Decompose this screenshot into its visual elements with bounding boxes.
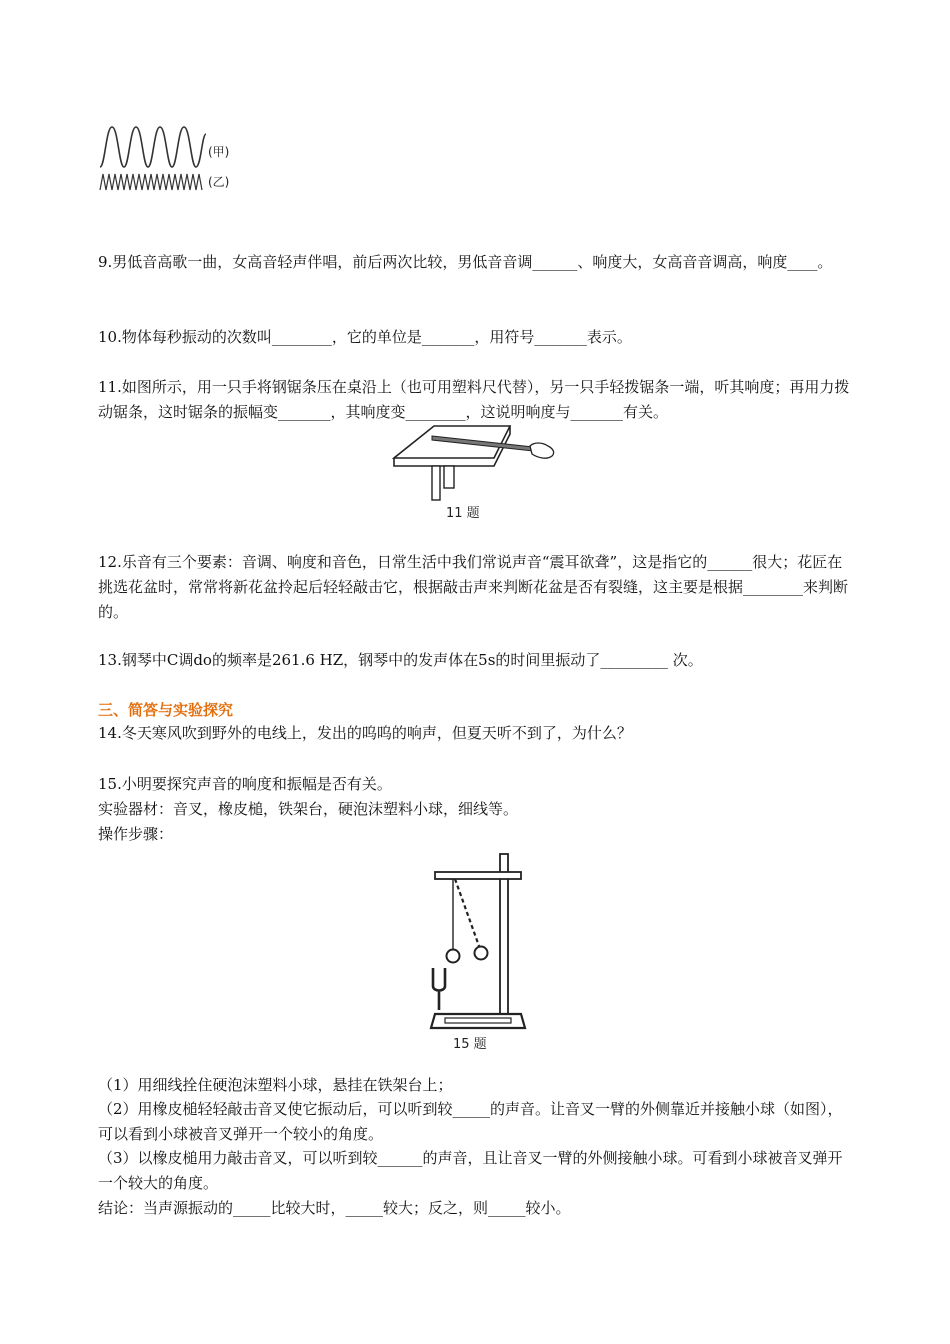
wave-label-yi: (乙) bbox=[208, 175, 230, 189]
table-leg-left bbox=[432, 466, 440, 500]
question-14: 14.冬天寒风吹到野外的电线上，发出的呜呜的响声，但夏天听不到了，为什么？ bbox=[98, 724, 632, 742]
section-3-title: 三、简答与实验探究 bbox=[98, 701, 234, 719]
table-leg-right bbox=[444, 466, 454, 488]
ball-hanging bbox=[447, 950, 460, 963]
figure-11 bbox=[392, 422, 572, 522]
stand-base-inner bbox=[445, 1018, 511, 1023]
question-15-steps-label: 操作步骤： bbox=[98, 825, 174, 843]
string-swung bbox=[455, 879, 479, 946]
question-15-materials: 实验器材：音叉，橡皮槌，铁架台，硬泡沫塑料小球，细线等。 bbox=[98, 800, 519, 818]
figure-15 bbox=[425, 850, 535, 1055]
wave-figure bbox=[98, 122, 248, 197]
stand-arm bbox=[435, 872, 521, 879]
figure-11-caption: 11 题 bbox=[446, 506, 480, 521]
step-3: （3）以橡皮槌用力敲击音叉，可以听到较______的声音，且让音叉一臂的外侧接触小球。可看到小球被音叉弹开一个较大的角度。 bbox=[98, 1149, 843, 1192]
figure-15-caption: 15 题 bbox=[453, 1037, 487, 1052]
ball-swung bbox=[475, 947, 488, 960]
tuning-fork bbox=[433, 968, 445, 1010]
wave-yi bbox=[100, 174, 202, 190]
step-2: （2）用橡皮槌轻轻敲击音叉使它振动后，可以听到较_____的声音。让音叉一臂的外侧靠近并接触小球（如图），可以看到小球被音叉弹开一个较小的角度。 bbox=[98, 1100, 843, 1143]
step-1: （1）用细线拴住硬泡沫塑料小球，悬挂在铁架台上； bbox=[98, 1076, 453, 1094]
wave-label-jia: (甲) bbox=[208, 145, 230, 159]
hand-icon bbox=[530, 443, 554, 458]
question-11: 11.如图所示，用一只手将钢锯条压在桌沿上（也可用塑料尺代替），另一只手轻拨锯条一端，听其响度；再用力拨动锯条，这时锯条的振幅变_______，其响度变________，这说明响度与_______有关。 bbox=[98, 378, 850, 421]
question-10: 10.物体每秒振动的次数叫________，它的单位是_______，用符号_______表示。 bbox=[98, 328, 632, 346]
question-12: 12.乐音有三个要素：音调、响度和音色，日常生活中我们常说声音“震耳欲聋”，这是指它的______很大；花匠在挑选花盆时，常常将新花盆拎起后轻轻敲击它，根据敲击声来判断花盆是否有裂缝，这主要是根据________来判断的。 bbox=[98, 553, 849, 621]
question-13: 13.钢琴中C调do的频率是261.6 HZ，钢琴中的发声体在5s的时间里振动了_________ 次。 bbox=[98, 651, 703, 669]
question-9: 9.男低音高歌一曲，女高音轻声伴唱，前后两次比较，男低音音调______、响度大，女高音音调高，响度____。 bbox=[98, 253, 833, 271]
question-15-intro: 15.小明要探究声音的响度和振幅是否有关。 bbox=[98, 775, 392, 793]
conclusion: 结论：当声源振动的_____比较大时，_____较大；反之，则_____较小。 bbox=[98, 1199, 571, 1217]
wave-jia bbox=[100, 127, 206, 167]
